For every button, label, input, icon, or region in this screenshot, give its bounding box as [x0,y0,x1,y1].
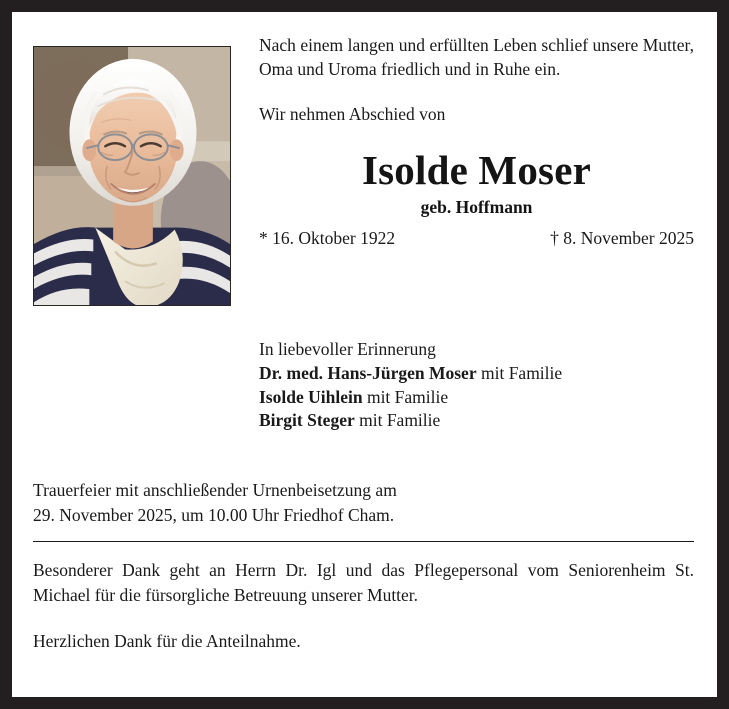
memory-heading: In liebevoller Erinnerung [259,339,436,359]
death-date: † 8. November 2025 [550,227,694,248]
family-member-name: Birgit Steger [259,410,355,430]
family-member-name: Dr. med. Hans-Jürgen Moser [259,363,477,383]
notice-inner-area [12,12,717,697]
farewell-line: Wir nehmen Abschied von [259,104,446,124]
life-dates [259,227,694,249]
family-line [259,386,694,410]
intro-paragraph: Nach einem langen und erfüllten Leben schlief unsere Mutter, Oma und Uroma friedlich und in Ruhe ein. [259,35,694,79]
section-divider [33,541,694,542]
family-line [259,409,694,433]
family-line [259,362,694,386]
portrait-illustration [34,47,230,305]
deceased-portrait-photo [33,46,231,306]
thanks-block [33,558,694,654]
funeral-service-block [33,478,694,528]
name-column [259,34,694,249]
memory-block [259,337,694,433]
family-member-suffix: mit Familie [476,363,563,383]
service-line-2: 29. November 2025, um 10.00 Uhr Friedhof Cham. [33,505,395,525]
family-member-suffix: mit Familie [362,386,449,407]
deceased-maiden-name: geb. Hoffmann [420,196,533,217]
service-line-1: Trauerfeier mit anschließender Urnenbeisetzung am [33,480,397,500]
family-member-name: Isolde Uihlein [259,386,363,407]
header-block [12,12,717,322]
deceased-name: Isolde Moser [361,146,591,193]
family-member-suffix: mit Familie [354,410,441,430]
thanks-paragraph: Besonderer Dank geht an Herrn Dr. Igl und das Pflegepersonal vom Seniorenheim St. Michael für die fürsorgliche Betreuung unserer Mutter. [33,560,694,605]
thanks-closing-line: Herzlichen Dank für die Anteilnahme. [33,631,301,651]
birth-date: * 16. Oktober 1922 [259,227,396,248]
